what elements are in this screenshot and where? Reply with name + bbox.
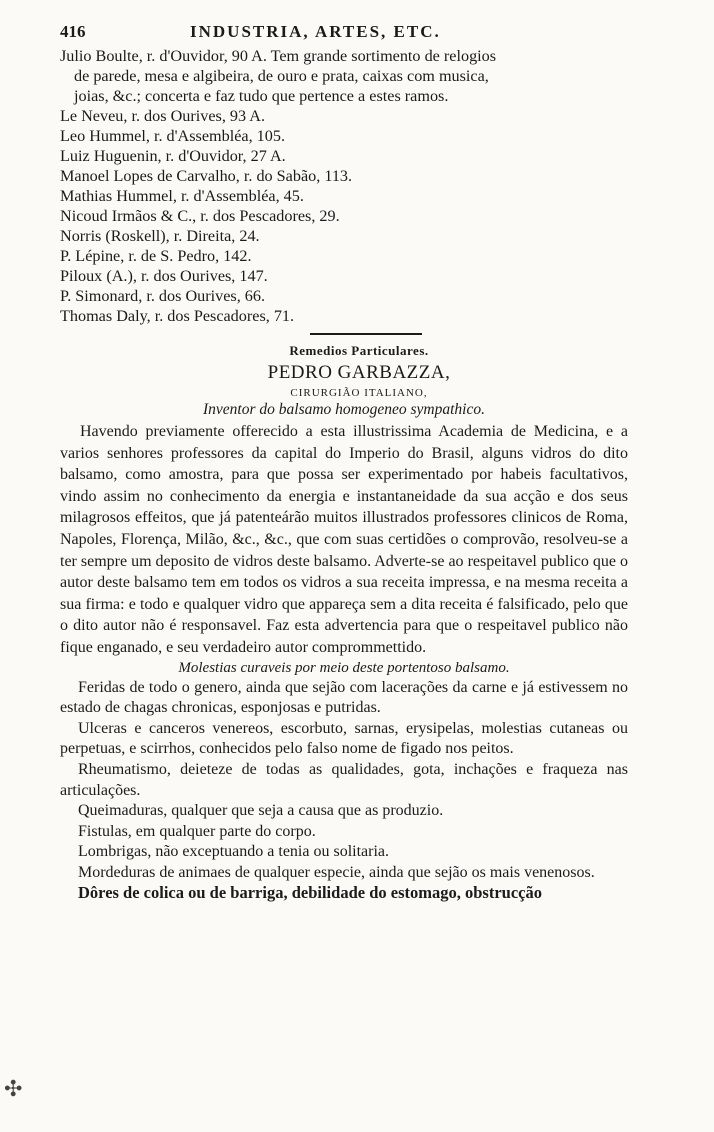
listing-entry: Manoel Lopes de Carvalho, r. do Sabão, 113. [60,167,353,185]
ailment-item: Ulceras e canceros venereos, escorbuto, sarnas, erysipelas, molestias cutaneas ou perpetuas, e scirrhos, conhecidos pelo falso nome de figado nos peitos. [60,719,628,758]
ailment-item: Rheumatismo, deieteze de todas as qualidades, gota, inchações e fraqueza nas articulações. [60,760,628,799]
listing-entry: Norris (Roskell), r. Direita, 24. [60,227,260,245]
listing-entry: Julio Boulte, r. d'Ouvidor, 90 A. Tem grande sortimento de relogios [60,47,497,65]
ailment-item: Mordeduras de animaes de qualquer especie, ainda que sejão os mais venenosos. [78,863,595,881]
running-title: INDUSTRIA, ARTES, ETC. [190,22,441,41]
section-divider [310,333,422,335]
listing-entry-continuation: de parede, mesa e algibeira, de ouro e prata, caixas com musica, [74,67,489,85]
listing-entry: P. Simonard, r. dos Ourives, 66. [60,287,266,305]
ailment-item: Lombrigas, não exceptuando a tenia ou solitaria. [78,843,390,861]
watchmaker-listing [60,46,628,326]
advertisement-body [60,421,628,659]
advertisement-paragraph: Havendo previamente offerecido a esta illustrissima Academia de Medicina, e a varios senhores professores da capital do Imperio do Brasil, alguns vidros do dito balsamo, como amostra, para que possa ser experimentado por habeis facultativos, vindo assim no conhecimento da energia e instantaneidade da sua acção e dos seus milagrosos effeitos, que já patenteárão muitos illustrados professores clinicos de Roma, Napoles, Florença, Milão, &c., &c., que com suas certidões o comprovão, resolveu-se a ter sempre um deposito de vidros deste balsamo. Adverte-se ao respeitavel publico que o autor deste balsamo tem em todos os vidros a sua receita impressa, e na mesma receita a sua firma: e todo e qualquer vidro que appareça sem a dita receita é falsificado, pelo que o dito autor não é responsavel. Faz esta advertencia para que o respeitavel publico não fique enganado, e seu verdadeiro autor comprommettido. [60,423,628,656]
listing-entry: Le Neveu, r. dos Ourives, 93 A. [60,107,266,125]
inventor-line: Inventor do balsamo homogeneo sympathico. [203,401,485,418]
page-number: 416 [60,22,86,41]
listing-entry: Mathias Hummel, r. d'Assembléa, 45. [60,187,304,205]
listing-entry: Leo Hummel, r. d'Assembléa, 105. [60,127,286,145]
molestias-heading: Molestias curaveis por meio deste portentoso balsamo. [178,659,510,676]
listing-entry: Nicoud Irmãos & C., r. dos Pescadores, 29. [60,207,340,225]
ailment-item: Queimaduras, qualquer que seja a causa que as produzio. [78,802,444,820]
document-page [60,22,628,904]
listing-entry: Piloux (A.), r. dos Ourives, 147. [60,267,268,285]
advertiser-name: PEDRO GARBAZZA, [267,362,451,383]
listing-entry: Luiz Huguenin, r. d'Ouvidor, 27 A. [60,147,286,165]
advertiser-title: CIRURGIÃO ITALIANO, [290,387,428,399]
ailment-item: Dôres de colica ou de barriga, debilidade do estomago, obstrucção [78,883,542,903]
section-title: Remedios Particulares. [289,343,429,358]
listing-entry: P. Lépine, r. de S. Pedro, 142. [60,247,252,265]
ailment-item: Fistulas, em qualquer parte do corpo. [78,822,316,840]
ailment-item: Feridas de todo o genero, ainda que sejão com lacerações da carne e já estivessem no estado de chagas chronicas, esponjosas e putridas. [60,678,628,717]
listing-entry-continuation: joias, &c.; concerta e faz tudo que pertence a estes ramos. [74,87,449,105]
printer-ornament-icon: ✣ [4,1076,23,1101]
ailment-list [60,678,628,905]
page-header [60,22,628,46]
listing-entry: Thomas Daly, r. dos Pescadores, 71. [60,307,295,325]
